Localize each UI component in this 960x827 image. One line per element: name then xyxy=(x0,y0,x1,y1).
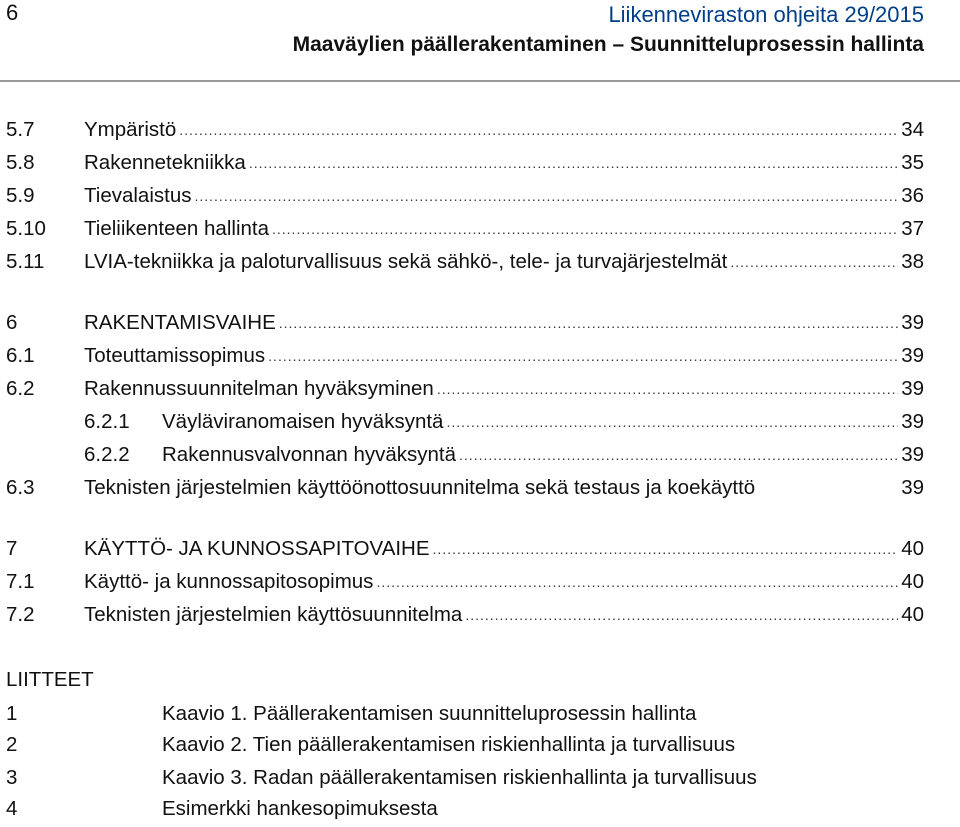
toc-entry-title: Teknisten järjestelmien käyttöönottosuunnitelma sekä testaus ja koekäyttö xyxy=(84,476,756,499)
appendix-number: 2 xyxy=(6,733,18,756)
toc-entry-title: Rakennusvalvonnan hyväksyntä xyxy=(162,443,457,466)
toc-entry[interactable] xyxy=(0,151,924,181)
toc-entry-number: 6.2.1 xyxy=(84,410,130,433)
toc-entry-number: 7.1 xyxy=(6,570,35,593)
toc-dot-leader xyxy=(376,574,898,590)
toc-entry-number: 5.9 xyxy=(6,184,35,207)
toc-dot-leader xyxy=(730,254,898,270)
toc-entry-title: RAKENTAMISVAIHE xyxy=(84,311,276,334)
toc-dot-leader xyxy=(433,541,899,557)
toc-entry[interactable] xyxy=(0,118,924,148)
toc-entry-page: 35 xyxy=(901,151,924,174)
toc-entry[interactable] xyxy=(0,250,924,280)
toc-dot-leader xyxy=(272,221,898,237)
toc-entry[interactable] xyxy=(0,443,924,473)
toc-entry-page: 40 xyxy=(901,603,924,626)
appendix-item[interactable] xyxy=(0,733,924,763)
appendix-number: 3 xyxy=(6,766,18,789)
toc-dot-leader xyxy=(437,381,898,397)
document-title: Maaväylien päällerakentaminen – Suunnitteluprosessin hallinta xyxy=(292,33,924,56)
toc-entry[interactable] xyxy=(0,344,924,374)
toc-entry-title: Rakennussuunnitelman hyväksyminen xyxy=(84,377,434,400)
toc-entry-title: KÄYTTÖ- JA KUNNOSSAPITOVAIHE xyxy=(84,537,430,560)
toc-entry-number: 5.7 xyxy=(6,118,35,141)
toc-entry[interactable] xyxy=(0,217,924,247)
toc-entry-page: 37 xyxy=(901,217,924,240)
toc-entry[interactable] xyxy=(0,184,924,214)
toc-entry-page: 40 xyxy=(901,537,924,560)
toc-dot-leader xyxy=(249,155,898,171)
toc-entry[interactable] xyxy=(0,603,924,633)
toc-dot-leader xyxy=(194,188,898,204)
toc-entry-title: Väyläviranomaisen hyväksyntä xyxy=(162,410,444,433)
appendices-heading: LIITTEET xyxy=(6,668,94,691)
toc-entry-title: Rakennetekniikka xyxy=(84,151,246,174)
toc-entry-number: 6.2.2 xyxy=(84,443,130,466)
toc-entry-number: 6.2 xyxy=(6,377,35,400)
toc-entry-number: 7 xyxy=(6,537,18,560)
toc-entry-title: Toteuttamissopimus xyxy=(84,344,266,367)
toc-entry[interactable] xyxy=(0,377,924,407)
appendix-number: 4 xyxy=(6,797,18,820)
toc-entry-title: LVIA-tekniikka ja paloturvallisuus sekä sähkö-, tele- ja turvajärjestelmät xyxy=(84,250,728,273)
toc-entry-page: 39 xyxy=(901,410,924,433)
toc-entry-page: 40 xyxy=(901,570,924,593)
toc-entry-number: 6.3 xyxy=(6,476,35,499)
toc-entry-number: 5.10 xyxy=(6,217,46,240)
toc-entry[interactable] xyxy=(0,311,924,341)
toc-entry-title: Tievalaistus xyxy=(84,184,192,207)
toc-entry-title: Käyttö- ja kunnossapitosopimus xyxy=(84,570,374,593)
toc-dot-leader xyxy=(268,348,898,364)
appendix-title: Kaavio 1. Päällerakentamisen suunnitteluprosessin hallinta xyxy=(162,702,697,725)
toc-dot-leader xyxy=(446,414,898,430)
appendix-number: 1 xyxy=(6,702,18,725)
toc-dot-leader xyxy=(459,447,898,463)
page-number: 6 xyxy=(6,0,19,25)
toc-entry-page: 39 xyxy=(901,377,924,400)
header-divider xyxy=(0,80,960,82)
appendix-title: Esimerkki hankesopimuksesta xyxy=(162,797,438,820)
toc-entry-page: 39 xyxy=(901,476,924,499)
toc-entry-number: 5.11 xyxy=(6,250,45,273)
toc-entry-number: 7.2 xyxy=(6,603,35,626)
toc-entry-page: 39 xyxy=(901,443,924,466)
toc-entry-number: 6.1 xyxy=(6,344,35,367)
toc-entry-number: 5.8 xyxy=(6,151,35,174)
toc-entry-page: 36 xyxy=(901,184,924,207)
appendix-item[interactable] xyxy=(0,797,924,827)
toc-dot-leader xyxy=(179,122,898,138)
toc-entry[interactable] xyxy=(0,570,924,600)
toc-entry[interactable] xyxy=(0,410,924,440)
toc-entry[interactable] xyxy=(0,537,924,567)
toc-entry-number: 6 xyxy=(6,311,18,334)
toc-dot-leader xyxy=(465,607,898,623)
toc-entry-page: 39 xyxy=(901,311,924,334)
toc-entry-title: Ympäristö xyxy=(84,118,177,141)
appendix-title: Kaavio 2. Tien päällerakentamisen riskienhallinta ja turvallisuus xyxy=(162,733,736,756)
toc-entry-page: 38 xyxy=(901,250,924,273)
page-header xyxy=(0,0,960,92)
toc-entry-page: 34 xyxy=(901,118,924,141)
toc-entry[interactable] xyxy=(0,476,924,506)
toc-dot-leader xyxy=(279,315,898,331)
appendix-item[interactable] xyxy=(0,766,924,796)
appendix-item[interactable] xyxy=(0,702,924,732)
publication-title: Liikenneviraston ohjeita 29/2015 xyxy=(608,2,924,27)
toc-entry-page: 39 xyxy=(901,344,924,367)
appendix-title: Kaavio 3. Radan päällerakentamisen riskienhallinta ja turvallisuus xyxy=(162,766,757,789)
toc-entry-title: Teknisten järjestelmien käyttösuunnitelma xyxy=(84,603,463,626)
toc-entry-title: Tieliikenteen hallinta xyxy=(84,217,269,240)
